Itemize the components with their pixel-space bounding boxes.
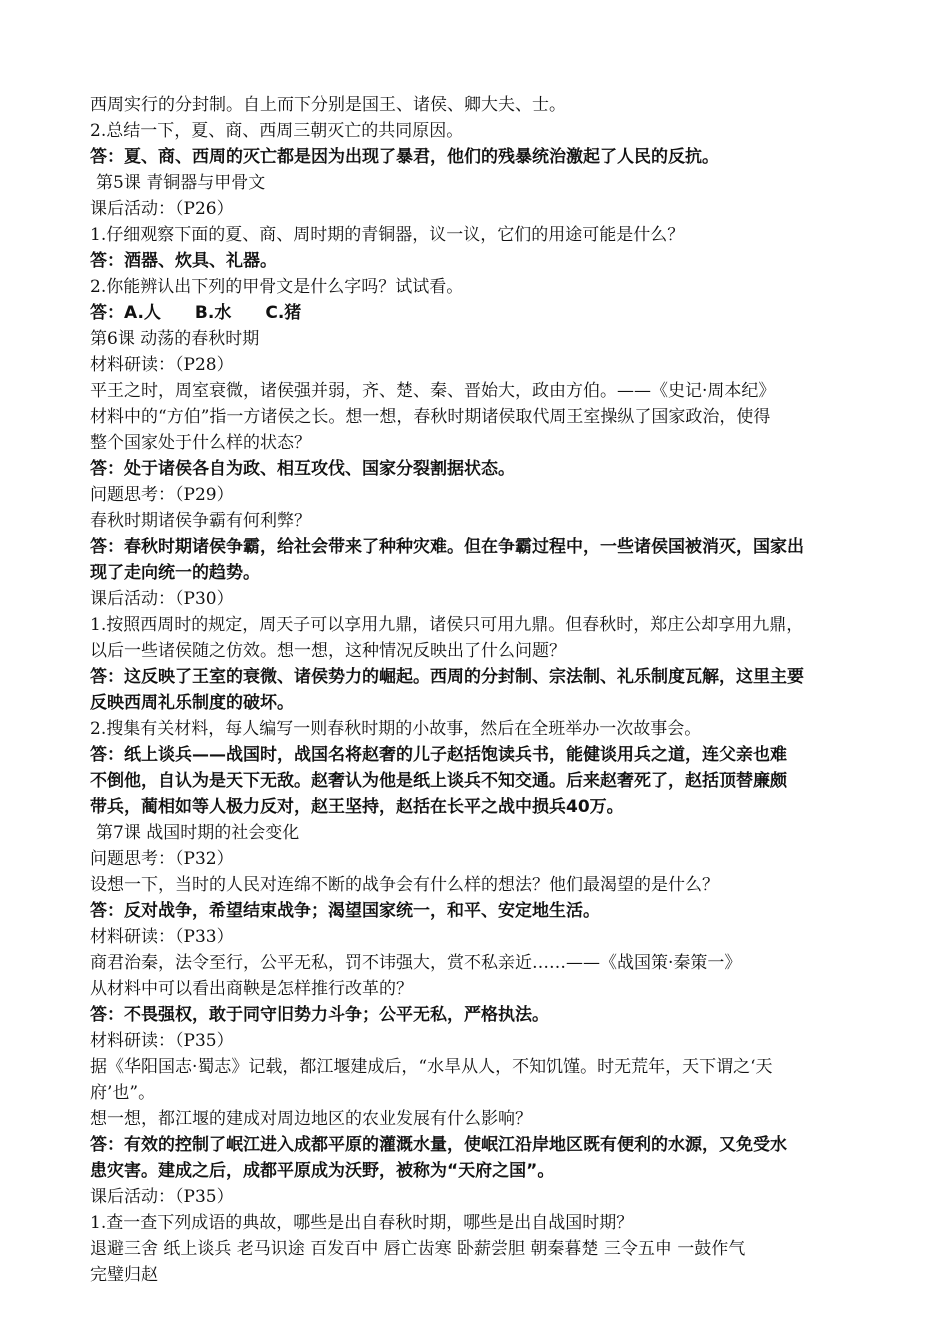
- answer-line: 不倒他，自认为是天下无敌。赵奢认为他是纸上谈兵不知交通。后来赵奢死了，赵括顶替廉颇: [90, 771, 787, 791]
- answer-line: 答：春秋时期诸侯争霸，给社会带来了种种灾难。但在争霸过程中，一些诸侯国被消灭，国家出: [90, 537, 804, 557]
- answer-line: 患灾害。建成之后，成都平原成为沃野，被称为“天府之国”。: [90, 1161, 555, 1181]
- quote-line: 据《华阳国志·蜀志》记载，都江堰建成后，“水旱从人，不知饥馑。时无荒年，天下谓之‘天: [90, 1057, 773, 1077]
- section-label: 课后活动：（P26）: [90, 199, 234, 219]
- answer-line: 答：不畏强权，敢于同守旧势力斗争；公平无私，严格执法。: [90, 1005, 549, 1025]
- text-line: 西周实行的分封制。自上而下分别是国王、诸侯、卿大夫、士。: [90, 95, 566, 115]
- answer-line: 现了走向统一的趋势。: [90, 563, 260, 583]
- answer-line: 答：酒器、炊具、礼器。: [90, 251, 277, 271]
- quote-line: 商君治秦，法令至行，公平无私，罚不讳强大，赏不私亲近……——《战国策·秦策一》: [90, 953, 742, 973]
- question-line: 1.按照西周时的规定，周天子可以享用九鼎，诸侯只可用九鼎。但春秋时，郑庄公却享用九鼎，: [90, 615, 804, 635]
- answer-line: 答：A.人 B.水 C.猪: [90, 303, 302, 323]
- idiom-list: 完璧归赵: [90, 1265, 158, 1285]
- section-label: 问题思考：（P29）: [90, 485, 234, 505]
- answer-line: 答：有效的控制了岷江进入成都平原的灌溉水量，使岷江沿岸地区既有便利的水源，又免受水: [90, 1135, 787, 1155]
- answer-line: 答：纸上谈兵——战国时，战国名将赵奢的儿子赵括饱读兵书，能健谈用兵之道，连父亲也难: [90, 745, 787, 765]
- question-line: 春秋时期诸侯争霸有何利弊？: [90, 511, 311, 531]
- idiom-list: 退避三舍 纸上谈兵 老马识途 百发百中 唇亡齿寒 卧薪尝胆 朝秦暮楚 三令五申 一鼓作气: [90, 1239, 746, 1259]
- question-line: 1.查一查下列成语的典故，哪些是出自春秋时期，哪些是出自战国时期？: [90, 1213, 634, 1233]
- question-line: 2.总结一下，夏、商、西周三朝灭亡的共同原因。: [90, 121, 464, 141]
- question-line: 想一想，都江堰的建成对周边地区的农业发展有什么影响？: [90, 1109, 532, 1129]
- section-label: 课后活动：（P30）: [90, 589, 234, 609]
- quote-line: 府’也”。: [90, 1083, 156, 1103]
- lesson-heading: 第7课 战国时期的社会变化: [96, 823, 300, 843]
- text-line: 整个国家处于什么样的状态？: [90, 433, 311, 453]
- question-line: 1.仔细观察下面的夏、商、周时期的青铜器，议一议，它们的用途可能是什么？: [90, 225, 685, 245]
- answer-line: 反映西周礼乐制度的破坏。: [90, 693, 294, 713]
- answer-line: 答：反对战争，希望结束战争；渴望国家统一，和平、安定地生活。: [90, 901, 600, 921]
- document-page: [90, 92, 870, 1288]
- answer-line: 带兵，蔺相如等人极力反对，赵王坚持，赵括在长平之战中损兵40万。: [90, 797, 624, 817]
- question-line: 设想一下，当时的人民对连绵不断的战争会有什么样的想法？他们最渴望的是什么？: [90, 875, 719, 895]
- section-label: 材料研读：（P33）: [90, 927, 234, 947]
- lesson-heading: 第5课 青铜器与甲骨文: [96, 173, 266, 193]
- answer-line: 答：夏、商、西周的灭亡都是因为出现了暴君，他们的残暴统治激起了人民的反抗。: [90, 147, 719, 167]
- section-label: 材料研读：（P28）: [90, 355, 234, 375]
- question-line: 从材料中可以看出商鞅是怎样推行改革的？: [90, 979, 413, 999]
- question-line: 以后一些诸侯随之仿效。想一想，这种情况反映出了什么问题？: [90, 641, 566, 661]
- text-line: 材料中的“方伯”指一方诸侯之长。想一想，春秋时期诸侯取代周王室操纵了国家政治，使得: [90, 407, 771, 427]
- question-line: 2.搜集有关材料，每人编写一则春秋时期的小故事，然后在全班举办一次故事会。: [90, 719, 702, 739]
- question-line: 2.你能辨认出下列的甲骨文是什么字吗？试试看。: [90, 277, 464, 297]
- lesson-heading: 第6课 动荡的春秋时期: [90, 329, 260, 349]
- quote-line: 平王之时，周室衰微，诸侯强并弱，齐、楚、秦、晋始大，政由方伯。——《史记·周本纪》: [90, 381, 776, 401]
- answer-line: 答：处于诸侯各自为政、相互攻伐、国家分裂割据状态。: [90, 459, 515, 479]
- section-label: 材料研读：（P35）: [90, 1031, 234, 1051]
- answer-line: 答：这反映了王室的衰微、诸侯势力的崛起。西周的分封制、宗法制、礼乐制度瓦解，这里主要: [90, 667, 804, 687]
- section-label: 问题思考：（P32）: [90, 849, 234, 869]
- section-label: 课后活动：（P35）: [90, 1187, 234, 1207]
